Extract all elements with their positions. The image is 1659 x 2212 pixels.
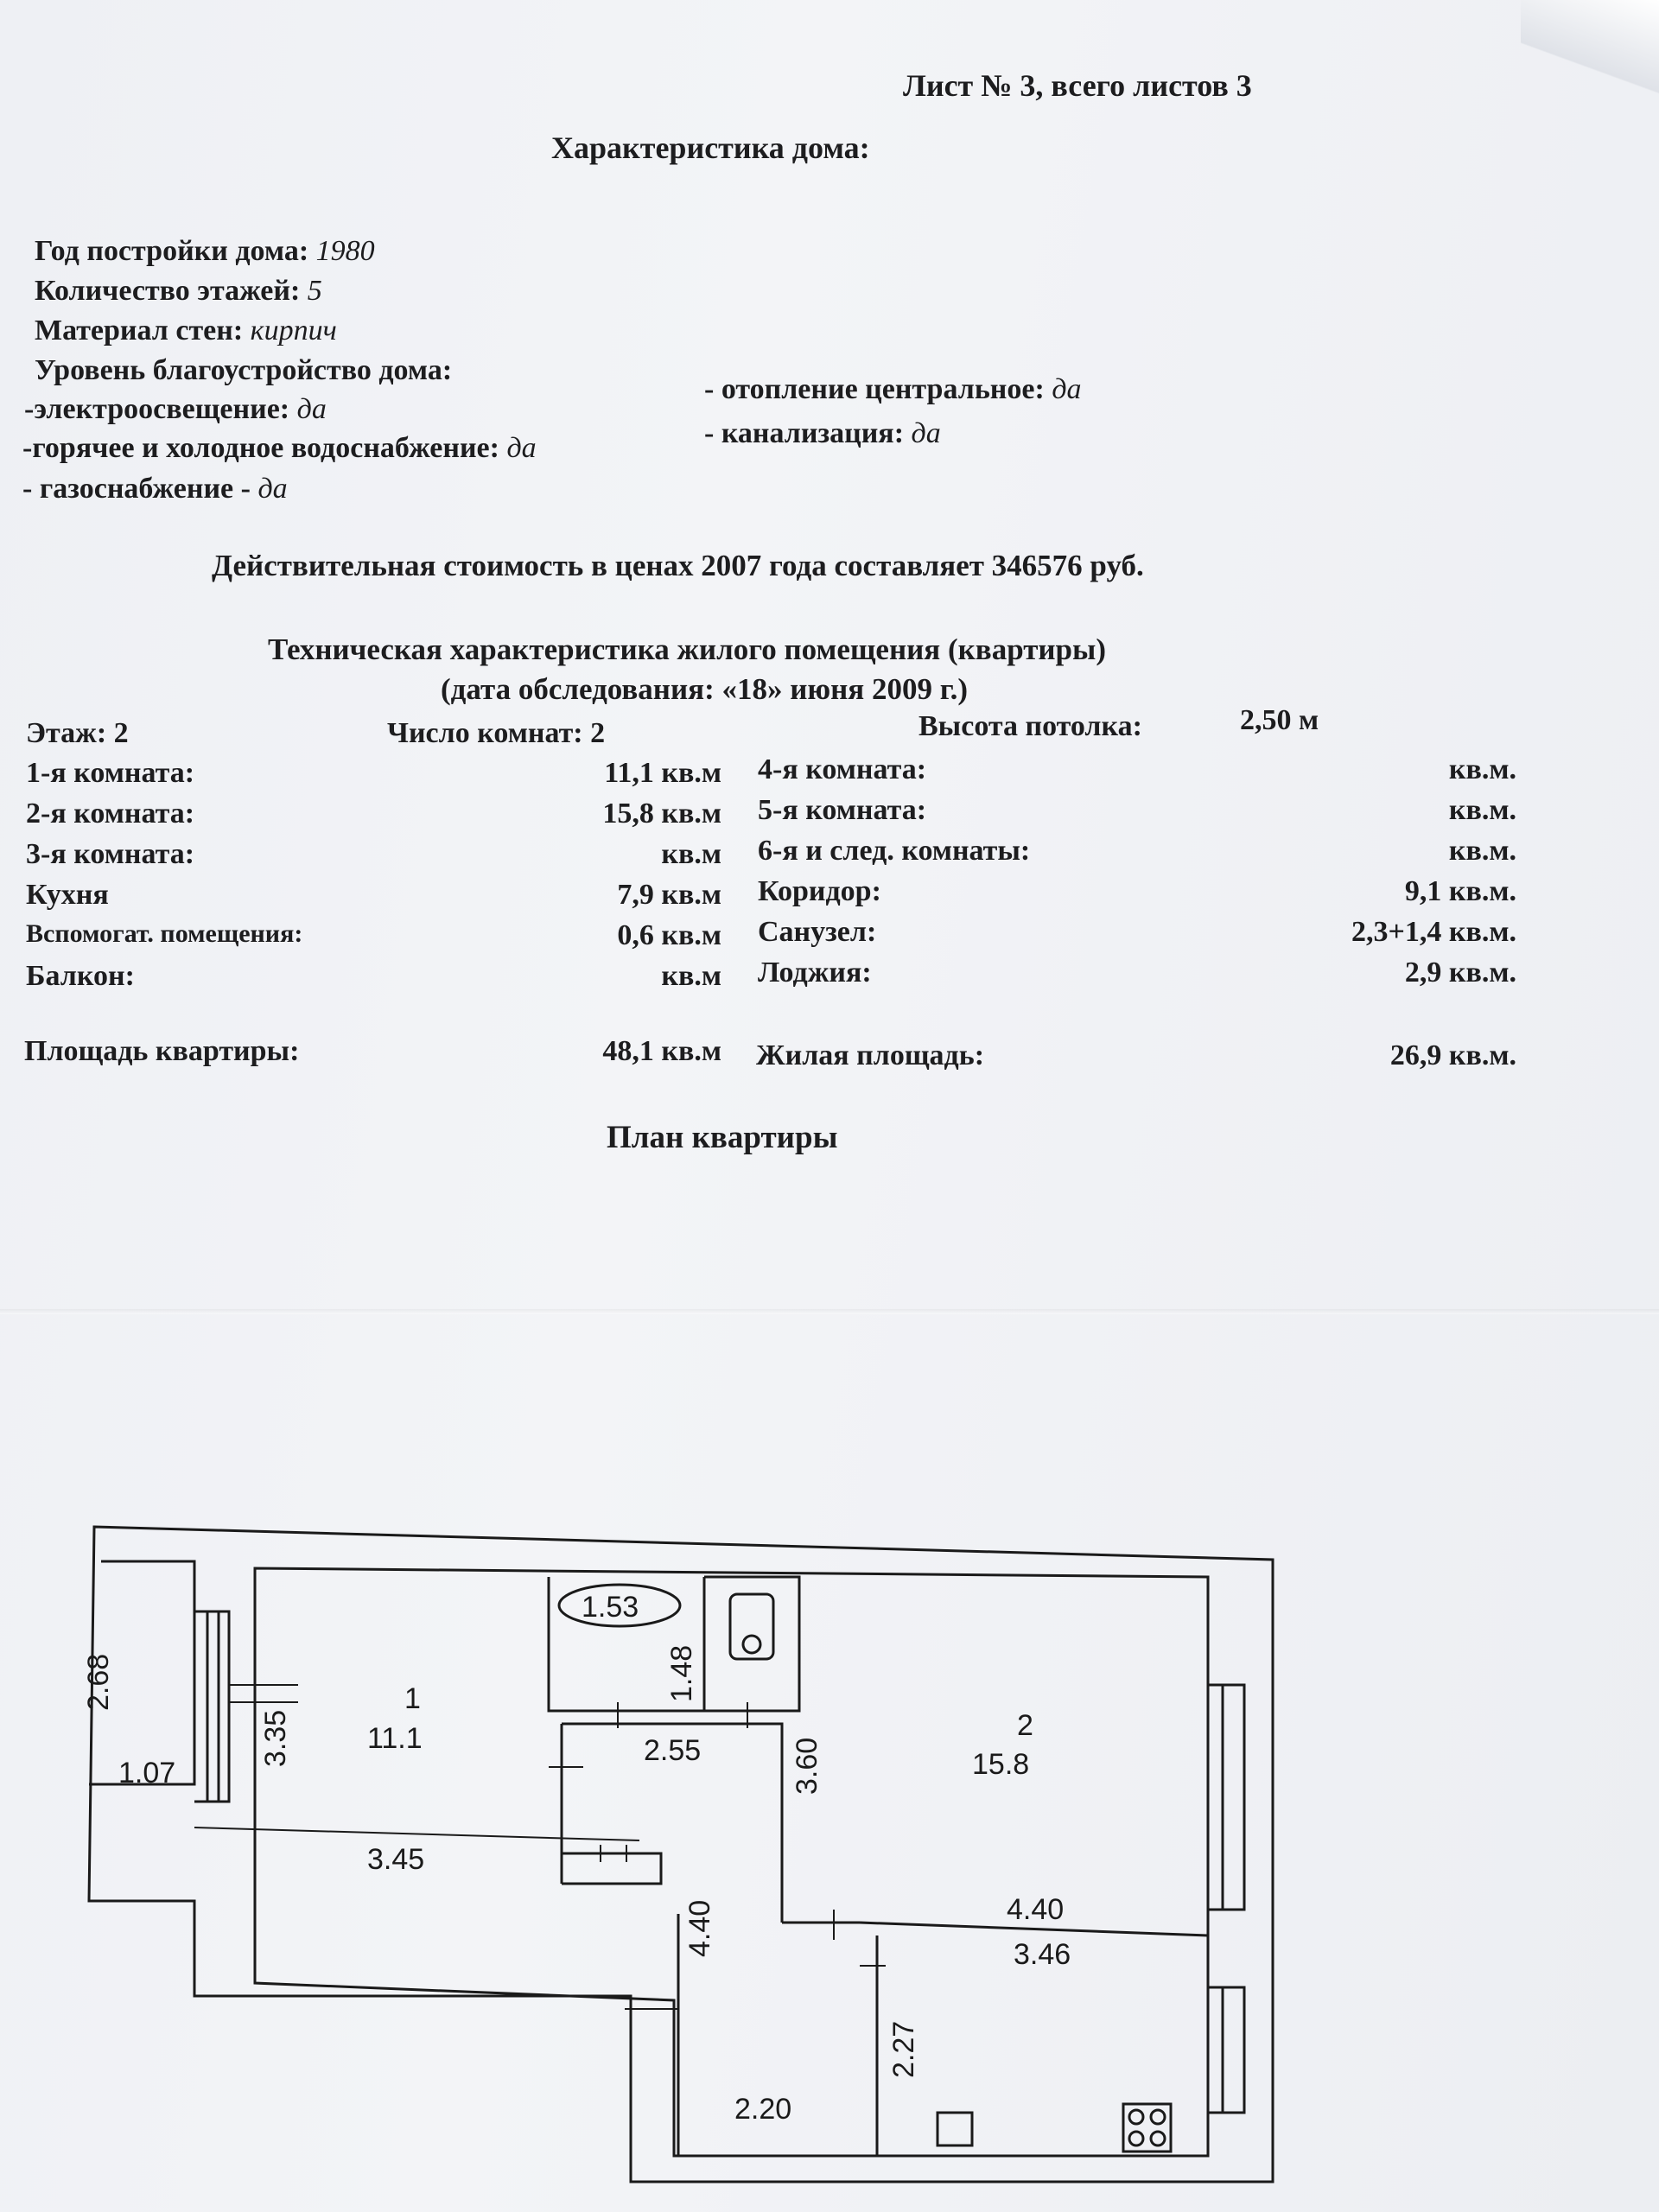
right-row-label: 6-я и след. комнаты: xyxy=(758,835,1031,867)
plan-bath-area: 1.53 xyxy=(582,1591,639,1624)
plan-room1-width: 3.45 xyxy=(367,1843,425,1876)
plan-room2-area: 15.8 xyxy=(972,1748,1030,1781)
plan-corridor-width: 2.55 xyxy=(644,1734,702,1767)
plan-title: План квартиры xyxy=(607,1120,838,1155)
right-row-label: 5-я комната: xyxy=(758,794,927,826)
plan-corridor-bottom: 2.20 xyxy=(734,2093,792,2126)
plan-corridor-length: 4.40 xyxy=(683,1899,716,1957)
left-row-value: 7,9 кв.м xyxy=(617,879,721,911)
plan-room1-height: 3.35 xyxy=(259,1709,292,1767)
closet-outline xyxy=(562,1853,661,1884)
tech-title: Техническая характеристика жилого помещения (квартиры) xyxy=(268,632,1107,666)
plan-room2-width: 4.40 xyxy=(1007,1893,1065,1926)
gas-row: - газоснабжение - да xyxy=(22,473,288,505)
amenities-label: Уровень благоустройство дома: xyxy=(35,354,453,386)
sewer-row: - канализация: да xyxy=(704,417,941,449)
right-row-label: Лоджия: xyxy=(758,957,872,988)
left-row-label: Балкон: xyxy=(26,960,135,992)
kitchen-window xyxy=(1208,1987,1244,2113)
water-row: -горячее и холодное водоснабжение: да xyxy=(22,432,537,464)
page-fold xyxy=(0,1309,1659,1314)
right-row-label: 4-я комната: xyxy=(758,753,927,785)
right-row-label: Коридор: xyxy=(758,875,881,907)
year-row: Год постройки дома: 1980 xyxy=(35,235,375,267)
toilet-bowl-icon xyxy=(743,1636,760,1653)
outer-wall-outline xyxy=(89,1527,1273,2182)
house-title: Характеристика дома: xyxy=(551,130,870,165)
left-row-label: 1-я комната: xyxy=(26,757,195,789)
stove-icon xyxy=(1123,2104,1171,2152)
left-row-value: кв.м xyxy=(661,960,721,992)
plan-loggia-width: 1.07 xyxy=(118,1757,176,1789)
floor-plan xyxy=(82,1516,1309,2190)
tech-date: (дата обследования: «18» июня 2009 г.) xyxy=(441,672,969,706)
cost-line: Действительная стоимость в ценах 2007 года составляет 346576 руб. xyxy=(212,549,1144,582)
loggia-window xyxy=(194,1611,229,1802)
right-row-value: 2,3+1,4 кв.м. xyxy=(1351,916,1516,948)
left-row-label: Вспомогат. помещения: xyxy=(26,919,303,948)
page-corner xyxy=(1521,0,1659,104)
plan-kitchen-height: 2.27 xyxy=(887,2020,920,2078)
living-area-label: Жилая площадь: xyxy=(756,1039,985,1071)
left-row-label: 3-я комната: xyxy=(26,838,195,870)
left-row-value: 11,1 кв.м xyxy=(604,757,721,789)
right-row-value: кв.м. xyxy=(1448,794,1516,826)
sheet-label: Лист № 3, всего листов 3 xyxy=(903,68,1252,103)
sink-icon xyxy=(938,2113,972,2145)
plan-room1-number: 1 xyxy=(404,1682,421,1715)
right-row-value: кв.м. xyxy=(1448,753,1516,785)
living-area-value: 26,9 кв.м. xyxy=(1389,1039,1516,1071)
right-row-label: Санузел: xyxy=(758,916,877,948)
plan-kitchen-width: 3.46 xyxy=(1014,1938,1071,1971)
rooms-info: Число комнат: 2 xyxy=(387,717,606,749)
electric-row: -электроосвещение: да xyxy=(24,393,327,425)
floor-info: Этаж: 2 xyxy=(26,717,129,749)
total-area-value: 48,1 кв.м xyxy=(602,1035,721,1067)
plan-loggia-length: 2.68 xyxy=(82,1653,115,1711)
left-row-value: 0,6 кв.м xyxy=(617,919,721,951)
right-row-value: кв.м. xyxy=(1448,835,1516,867)
left-row-label: Кухня xyxy=(26,879,109,911)
room2-window xyxy=(1208,1685,1244,1910)
left-row-value: 15,8 кв.м xyxy=(602,798,721,830)
floors-row: Количество этажей: 5 xyxy=(35,275,322,307)
left-row-value: кв.м xyxy=(661,838,721,870)
right-row-value: 2,9 кв.м. xyxy=(1404,957,1516,988)
toilet-icon xyxy=(730,1594,773,1659)
right-row-value: 9,1 кв.м. xyxy=(1404,875,1516,907)
plan-room1-area: 11.1 xyxy=(367,1722,423,1755)
wc-wall xyxy=(704,1577,799,1711)
left-row-label: 2-я комната: xyxy=(26,798,195,830)
ceiling-value: 2,50 м xyxy=(1240,704,1319,736)
ceiling-label: Высота потолка: xyxy=(918,710,1142,742)
walls-row: Материал стен: кирпич xyxy=(35,315,337,346)
plan-room2-number: 2 xyxy=(1017,1709,1033,1742)
plan-bath-height: 1.48 xyxy=(665,1644,698,1702)
heating-row: - отопление центральное: да xyxy=(704,373,1082,405)
total-area-label: Площадь квартиры: xyxy=(24,1035,300,1067)
plan-room2-height: 3.60 xyxy=(791,1737,823,1795)
